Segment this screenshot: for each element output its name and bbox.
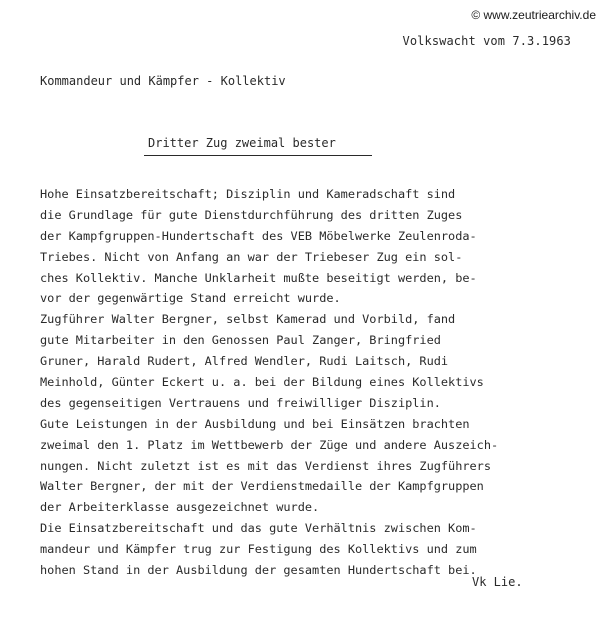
body-line: Walter Bergner, der mit der Verdienstmedaille der Kampfgruppen — [40, 479, 484, 494]
body-line: ches Kollektiv. Manche Unklarheit mußte beseitigt werden, be- — [40, 270, 477, 285]
body-line: der Arbeiterklasse ausgezeichnet wurde. — [40, 500, 320, 515]
body-line: Hohe Einsatzbereitschaft; Disziplin und Kameradschaft sind — [40, 187, 456, 201]
body-line: Die Einsatzbereitschaft und das gute Verhältnis zwischen Kom- — [40, 521, 477, 536]
source-citation: Volkswacht vom 7.3.1963 — [402, 34, 571, 48]
body-line: Gruner, Harald Rudert, Alfred Wendler, Rudi Laitsch, Rudi — [40, 354, 449, 369]
body-line: zweimal den 1. Platz im Wettbewerb der Züge und andere Auszeich- — [40, 437, 499, 452]
author-signature: Vk Lie. — [472, 575, 523, 589]
body-line: des gegenseitigen Vertrauens und freiwilliger Disziplin. — [40, 395, 441, 410]
copyright-watermark: © www.zeutriearchiv.de — [471, 8, 596, 22]
article-heading: Kommandeur und Kämpfer - Kollektiv — [40, 74, 286, 88]
article-body — [40, 184, 600, 581]
body-line: der Kampfgruppen-Hundertschaft des VEB Möbelwerke Zeulenroda- — [40, 228, 477, 243]
body-line: hohen Stand in der Ausbildung der gesamten Hundertschaft bei. — [40, 563, 477, 578]
body-line: nungen. Nicht zuletzt ist es mit das Verdienst ihres Zugführers — [40, 458, 492, 473]
body-line: Meinhold, Günter Eckert u. a. bei der Bildung eines Kollektivs — [40, 375, 484, 390]
body-line: Zugführer Walter Bergner, selbst Kamerad und Vorbild, fand — [40, 312, 456, 327]
body-line: die Grundlage für gute Dienstdurchführung des dritten Zuges — [40, 207, 463, 222]
body-line: Gute Leistungen in der Ausbildung und bei Einsätzen brachten — [40, 416, 470, 431]
title-underline — [144, 155, 372, 156]
body-line: vor der gegenwärtige Stand erreicht wurde. — [40, 291, 341, 306]
article-title: Dritter Zug zweimal bester — [148, 136, 336, 150]
body-line: gute Mitarbeiter in den Genossen Paul Zanger, Bringfried — [40, 333, 441, 348]
body-line: mandeur und Kämpfer trug zur Festigung des Kollektivs und zum — [40, 542, 477, 557]
body-line: Triebes. Nicht von Anfang an war der Triebeser Zug ein sol- — [40, 249, 463, 264]
